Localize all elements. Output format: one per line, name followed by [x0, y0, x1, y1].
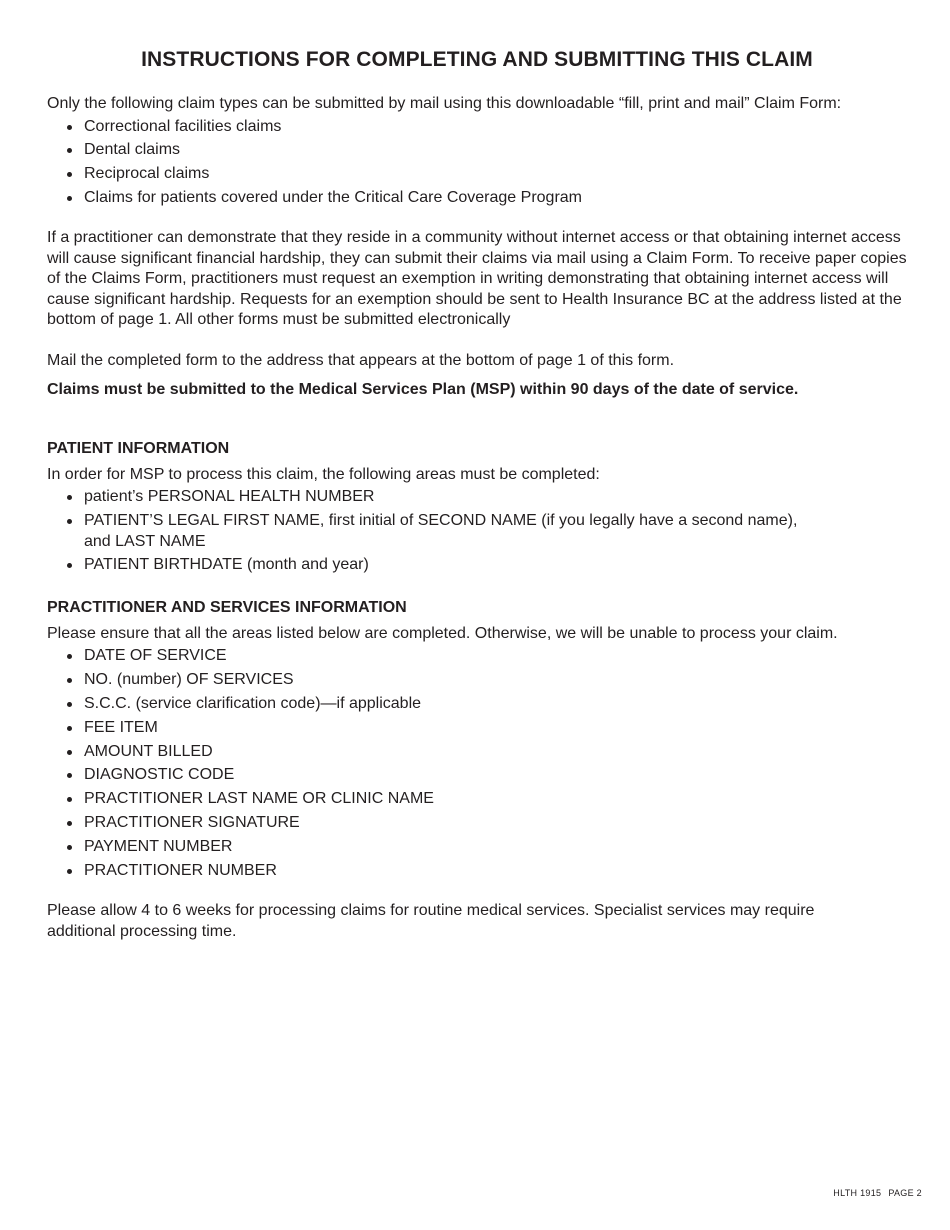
page-title: INSTRUCTIONS FOR COMPLETING AND SUBMITTING THIS CLAIM — [141, 48, 813, 71]
list-item: Correctional facilities claims — [84, 117, 907, 138]
patient-information-section — [47, 439, 907, 576]
form-code: HLTH 1915 — [833, 1188, 882, 1198]
list-item: PRACTITIONER LAST NAME OR CLINIC NAME — [84, 789, 907, 810]
claim-types-list — [47, 117, 907, 209]
list-item: AMOUNT BILLED — [84, 742, 907, 763]
list-item: PRACTITIONER NUMBER — [84, 861, 907, 882]
list-item: DIAGNOSTIC CODE — [84, 765, 907, 786]
intro-text: Only the following claim types can be submitted by mail using this downloadable “fill, print and mail” Claim Form: — [47, 95, 842, 112]
list-item: PATIENT’S LEGAL FIRST NAME, first initial of SECOND NAME (if you legally have a second name), and LAST NAME — [84, 511, 907, 552]
practitioner-requirements-list — [47, 646, 907, 881]
list-item: Reciprocal claims — [84, 164, 907, 185]
section-heading: PATIENT INFORMATION — [47, 439, 230, 457]
practitioner-information-section — [47, 598, 907, 881]
document-page — [47, 48, 907, 942]
list-item: S.C.C. (service clarification code)—if applicable — [84, 694, 907, 715]
list-item: PRACTITIONER SIGNATURE — [84, 813, 907, 834]
patient-requirements-list — [47, 487, 907, 576]
mail-paragraph: Mail the completed form to the address that appears at the bottom of page 1 of this form. — [47, 351, 675, 369]
deadline-notice: Claims must be submitted to the Medical Services Plan (MSP) within 90 days of the date of service. — [47, 381, 799, 399]
list-item: PATIENT BIRTHDATE (month and year) — [84, 555, 907, 576]
page-number: PAGE 2 — [888, 1188, 922, 1198]
list-item: NO. (number) OF SERVICES — [84, 670, 907, 691]
list-item: Claims for patients covered under the Critical Care Coverage Program — [84, 188, 907, 209]
section-intro: In order for MSP to process this claim, the following areas must be completed: — [47, 465, 600, 483]
list-item: patient’s PERSONAL HEALTH NUMBER — [84, 487, 907, 508]
processing-paragraph: Please allow 4 to 6 weeks for processing claims for routine medical services. Specialist services may require additional processing time. — [47, 902, 815, 940]
list-item: FEE ITEM — [84, 718, 907, 739]
list-item: Dental claims — [84, 140, 907, 161]
section-heading: PRACTITIONER AND SERVICES INFORMATION — [47, 598, 407, 616]
exemption-paragraph: If a practitioner can demonstrate that they reside in a community without internet access or that obtaining internet access will cause significant financial hardship, they can submit their claims via mail using a Claim Form. To receive paper copies of the Claims Form, practitioners must request an exemption in writing demonstrating that obtaining internet access will cause significant hardship. Requests for an exemption should be sent to Health Insurance BC at the address listed at the bottom of page 1. All other forms must be submitted electronically — [47, 229, 907, 329]
list-item: PAYMENT NUMBER — [84, 837, 907, 858]
section-intro: Please ensure that all the areas listed below are completed. Otherwise, we will be unable to process your claim. — [47, 624, 838, 642]
list-item: DATE OF SERVICE — [84, 646, 907, 667]
page-footer — [833, 1188, 922, 1198]
